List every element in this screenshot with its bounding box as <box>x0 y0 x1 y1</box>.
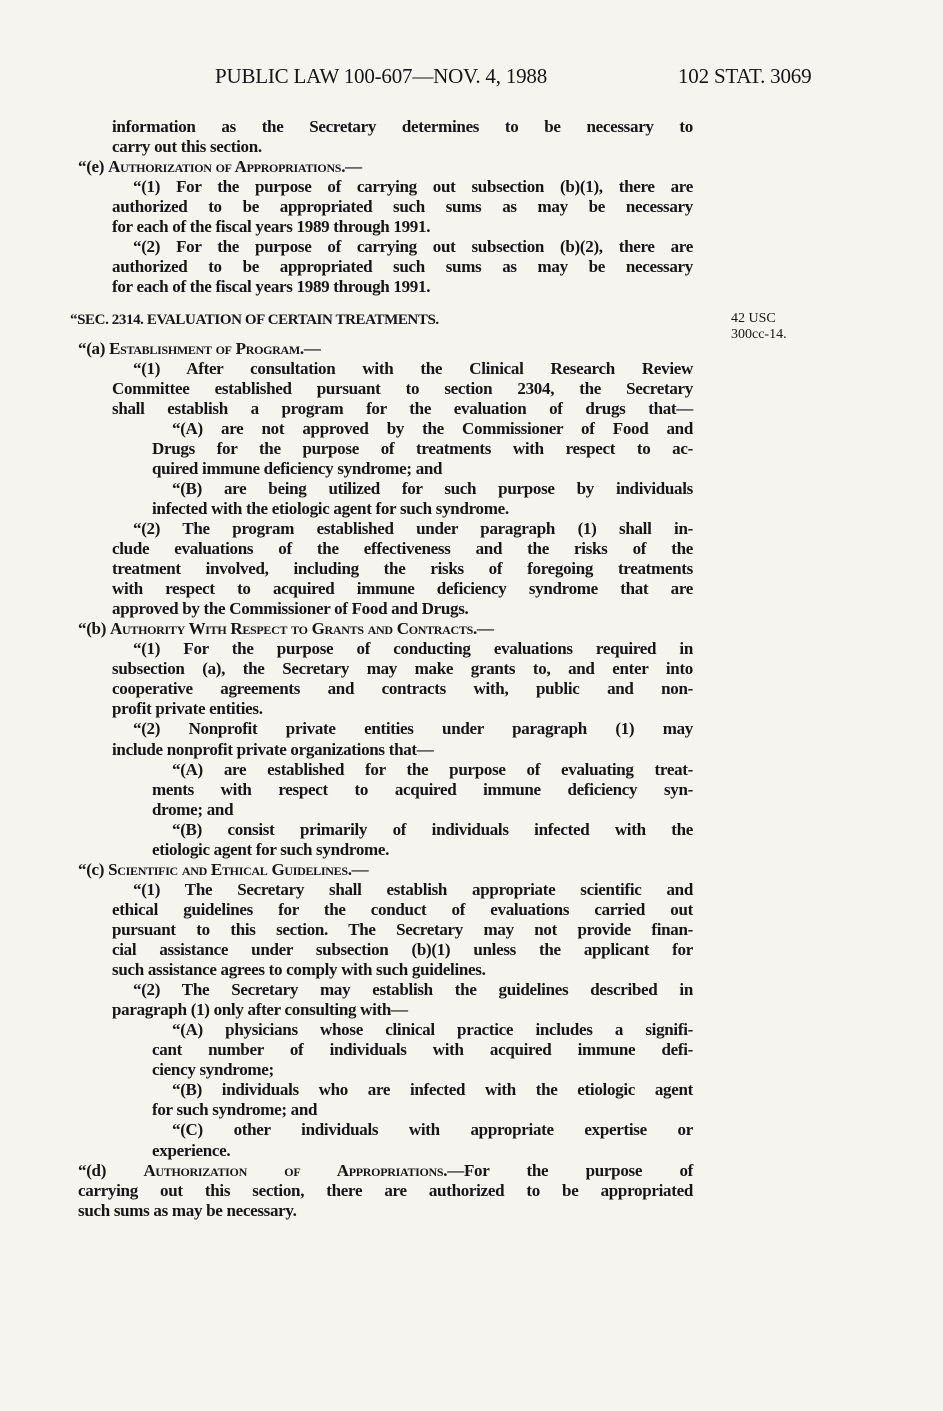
text-span: “(1) For the purpose of conducting evaluations required in <box>133 639 693 659</box>
text-line <box>112 379 693 399</box>
heading-caption: Scientific and Ethical Guidelines <box>108 859 348 879</box>
text-line <box>172 820 693 840</box>
text-line <box>152 1100 693 1120</box>
text-line <box>172 1020 693 1040</box>
text-line <box>133 980 693 1000</box>
text-line <box>78 1161 693 1181</box>
text-span: etiologic agent for such syndrome. <box>152 839 390 859</box>
text-span: .—For the purpose of <box>443 1160 694 1180</box>
text-line <box>152 1060 693 1080</box>
text-line <box>112 217 693 237</box>
heading-caption: Establishment of Program <box>109 338 300 358</box>
text-line <box>152 499 693 519</box>
margin-citation <box>731 311 787 343</box>
text-line <box>112 960 693 980</box>
text-span: Committee established pursuant to section 2304, the Secretary <box>112 378 693 398</box>
text-line <box>112 117 693 137</box>
text-line <box>152 1040 693 1060</box>
heading-caption: Authorization of Appropriations <box>108 157 342 177</box>
text-line <box>112 659 693 679</box>
text-span: treatment involved, including the risks of foregoing treatments <box>112 559 693 579</box>
section-heading <box>78 157 693 177</box>
section-heading <box>70 310 693 330</box>
text-line <box>112 699 693 719</box>
text-span: ethical guidelines for the conduct of evaluations carried out <box>112 899 693 919</box>
text-span: for each of the fiscal years 1989 through 1991. <box>112 217 431 237</box>
text-line <box>172 1120 693 1140</box>
text-line <box>133 639 693 659</box>
text-line <box>152 1141 693 1161</box>
text-span: experience. <box>152 1140 231 1160</box>
text-span: ments with respect to acquired immune deficiency syn- <box>152 779 693 799</box>
text-line <box>172 760 693 780</box>
text-line <box>133 880 693 900</box>
text-span: cooperative agreements and contracts with, public and non- <box>112 679 693 699</box>
text-line <box>78 1181 693 1201</box>
text-line <box>133 177 693 197</box>
text-span: drome; and <box>152 799 234 819</box>
text-span: “(B) consist primarily of individuals infected with the <box>172 819 693 839</box>
text-span: with respect to acquired immune deficiency syndrome that are <box>112 579 693 599</box>
text-span: “(e) <box>78 157 109 177</box>
text-span: such sums as may be necessary. <box>78 1200 297 1220</box>
text-span: “(1) The Secretary shall establish appropriate scientific and <box>133 879 693 899</box>
text-line <box>112 679 693 699</box>
text-line <box>112 940 693 960</box>
section-heading <box>78 860 693 880</box>
text-span: “(1) After consultation with the Clinical Research Review <box>133 358 693 378</box>
text-span: infected with the etiologic agent for such syndrome. <box>152 498 509 518</box>
text-span: cial assistance under subsection (b)(1) unless the applicant for <box>112 940 693 959</box>
text-line <box>133 719 693 739</box>
text-span: .— <box>299 338 321 358</box>
text-span: approved by the Commissioner of Food and Drugs. <box>112 599 469 619</box>
text-span: “(c) <box>78 859 109 879</box>
text-span: authorized to be appropriated such sums as may be necessary <box>112 257 693 277</box>
margin-citation-line: 42 USC <box>731 311 776 326</box>
text-span: include nonprofit private organizations that— <box>112 739 434 759</box>
margin-citation-line: 300cc-14. <box>731 327 787 342</box>
text-span: profit private entities. <box>112 699 263 719</box>
text-span: “(A) are established for the purpose of evaluating treat- <box>172 759 693 779</box>
text-span: clude evaluations of the effectiveness and the risks of the <box>112 539 693 558</box>
text-line <box>152 459 693 479</box>
text-span: shall establish a program for the evaluation of drugs that— <box>112 398 693 418</box>
text-span: “(B) individuals who are infected with the etiologic agent <box>172 1080 693 1100</box>
text-span: paragraph (1) only after consulting with— <box>112 1000 408 1020</box>
text-span: “(2) Nonprofit private entities under paragraph (1) may <box>133 719 693 739</box>
text-span: “(A) physicians whose clinical practice includes a signifi- <box>172 1020 693 1040</box>
text-span: “(2) The program established under paragraph (1) shall in- <box>133 518 693 538</box>
text-line <box>112 1000 693 1020</box>
text-span: carrying out this section, there are authorized to be appropriated <box>78 1180 693 1200</box>
text-span: information as the Secretary determines to be necessary to <box>112 117 693 136</box>
text-span: “(d) <box>78 1160 144 1180</box>
text-line <box>172 1080 693 1100</box>
text-span: such assistance agrees to comply with such guidelines. <box>112 960 486 980</box>
text-span: .— <box>473 619 494 639</box>
text-span: authorized to be appropriated such sums as may be necessary <box>112 197 693 217</box>
text-span: “(2) The Secretary may establish the guidelines described in <box>133 980 693 1000</box>
text-line <box>112 137 693 157</box>
text-line <box>133 359 693 379</box>
heading-caption: Authority With Respect to Grants and Contracts <box>110 619 473 639</box>
text-line <box>78 1201 693 1221</box>
text-line <box>133 519 693 539</box>
text-span: “(2) For the purpose of carrying out subsection (b)(2), there are <box>133 237 693 257</box>
section-heading <box>78 619 693 639</box>
heading-caption: Authorization of Appropriations <box>143 1160 444 1180</box>
text-span: “(b) <box>78 619 111 639</box>
text-span: subsection (a), the Secretary may make grants to, and enter into <box>112 659 693 679</box>
text-line <box>112 559 693 579</box>
text-span: for such syndrome; and <box>152 1100 318 1120</box>
text-line <box>172 419 693 439</box>
text-line <box>172 479 693 499</box>
page-citation: 102 STAT. 3069 <box>678 64 812 88</box>
text-line <box>152 800 693 820</box>
text-span: .— <box>341 157 362 177</box>
text-span: quired immune deficiency syndrome; and <box>152 458 443 478</box>
text-span: “(A) are not approved by the Commissioner of Food and <box>172 418 693 438</box>
text-span: “(1) For the purpose of carrying out subsection (b)(1), there are <box>133 177 693 197</box>
text-line <box>112 539 693 559</box>
text-span: carry out this section. <box>112 137 262 157</box>
text-line <box>112 900 693 920</box>
text-line <box>112 579 693 599</box>
text-span: “(a) <box>78 338 110 358</box>
text-span: “(B) are being utilized for such purpose by individuals <box>172 478 693 498</box>
text-line <box>133 237 693 257</box>
running-header-title: PUBLIC LAW 100-607—NOV. 4, 1988 <box>215 64 548 88</box>
text-line <box>152 780 693 800</box>
text-span: .— <box>347 859 369 879</box>
text-line <box>112 277 693 297</box>
text-line <box>152 439 693 459</box>
text-span: Drugs for the purpose of treatments with respect to ac- <box>152 438 693 458</box>
text-line <box>112 197 693 217</box>
text-span: for each of the fiscal years 1989 through 1991. <box>112 277 431 297</box>
text-span: “SEC. 2314. EVALUATION OF CERTAIN TREATMENTS. <box>70 312 439 329</box>
text-line <box>152 840 693 860</box>
text-span: “(C) other individuals with appropriate expertise or <box>172 1120 693 1140</box>
section-heading <box>78 339 693 359</box>
text-line <box>112 599 693 619</box>
text-line <box>112 740 693 760</box>
text-span: ciency syndrome; <box>152 1060 274 1080</box>
text-line <box>112 920 693 940</box>
text-line <box>112 399 693 419</box>
text-span: pursuant to this section. The Secretary may not provide finan- <box>112 919 693 939</box>
text-line <box>112 257 693 277</box>
text-span: cant number of individuals with acquired immune defi- <box>152 1040 693 1060</box>
